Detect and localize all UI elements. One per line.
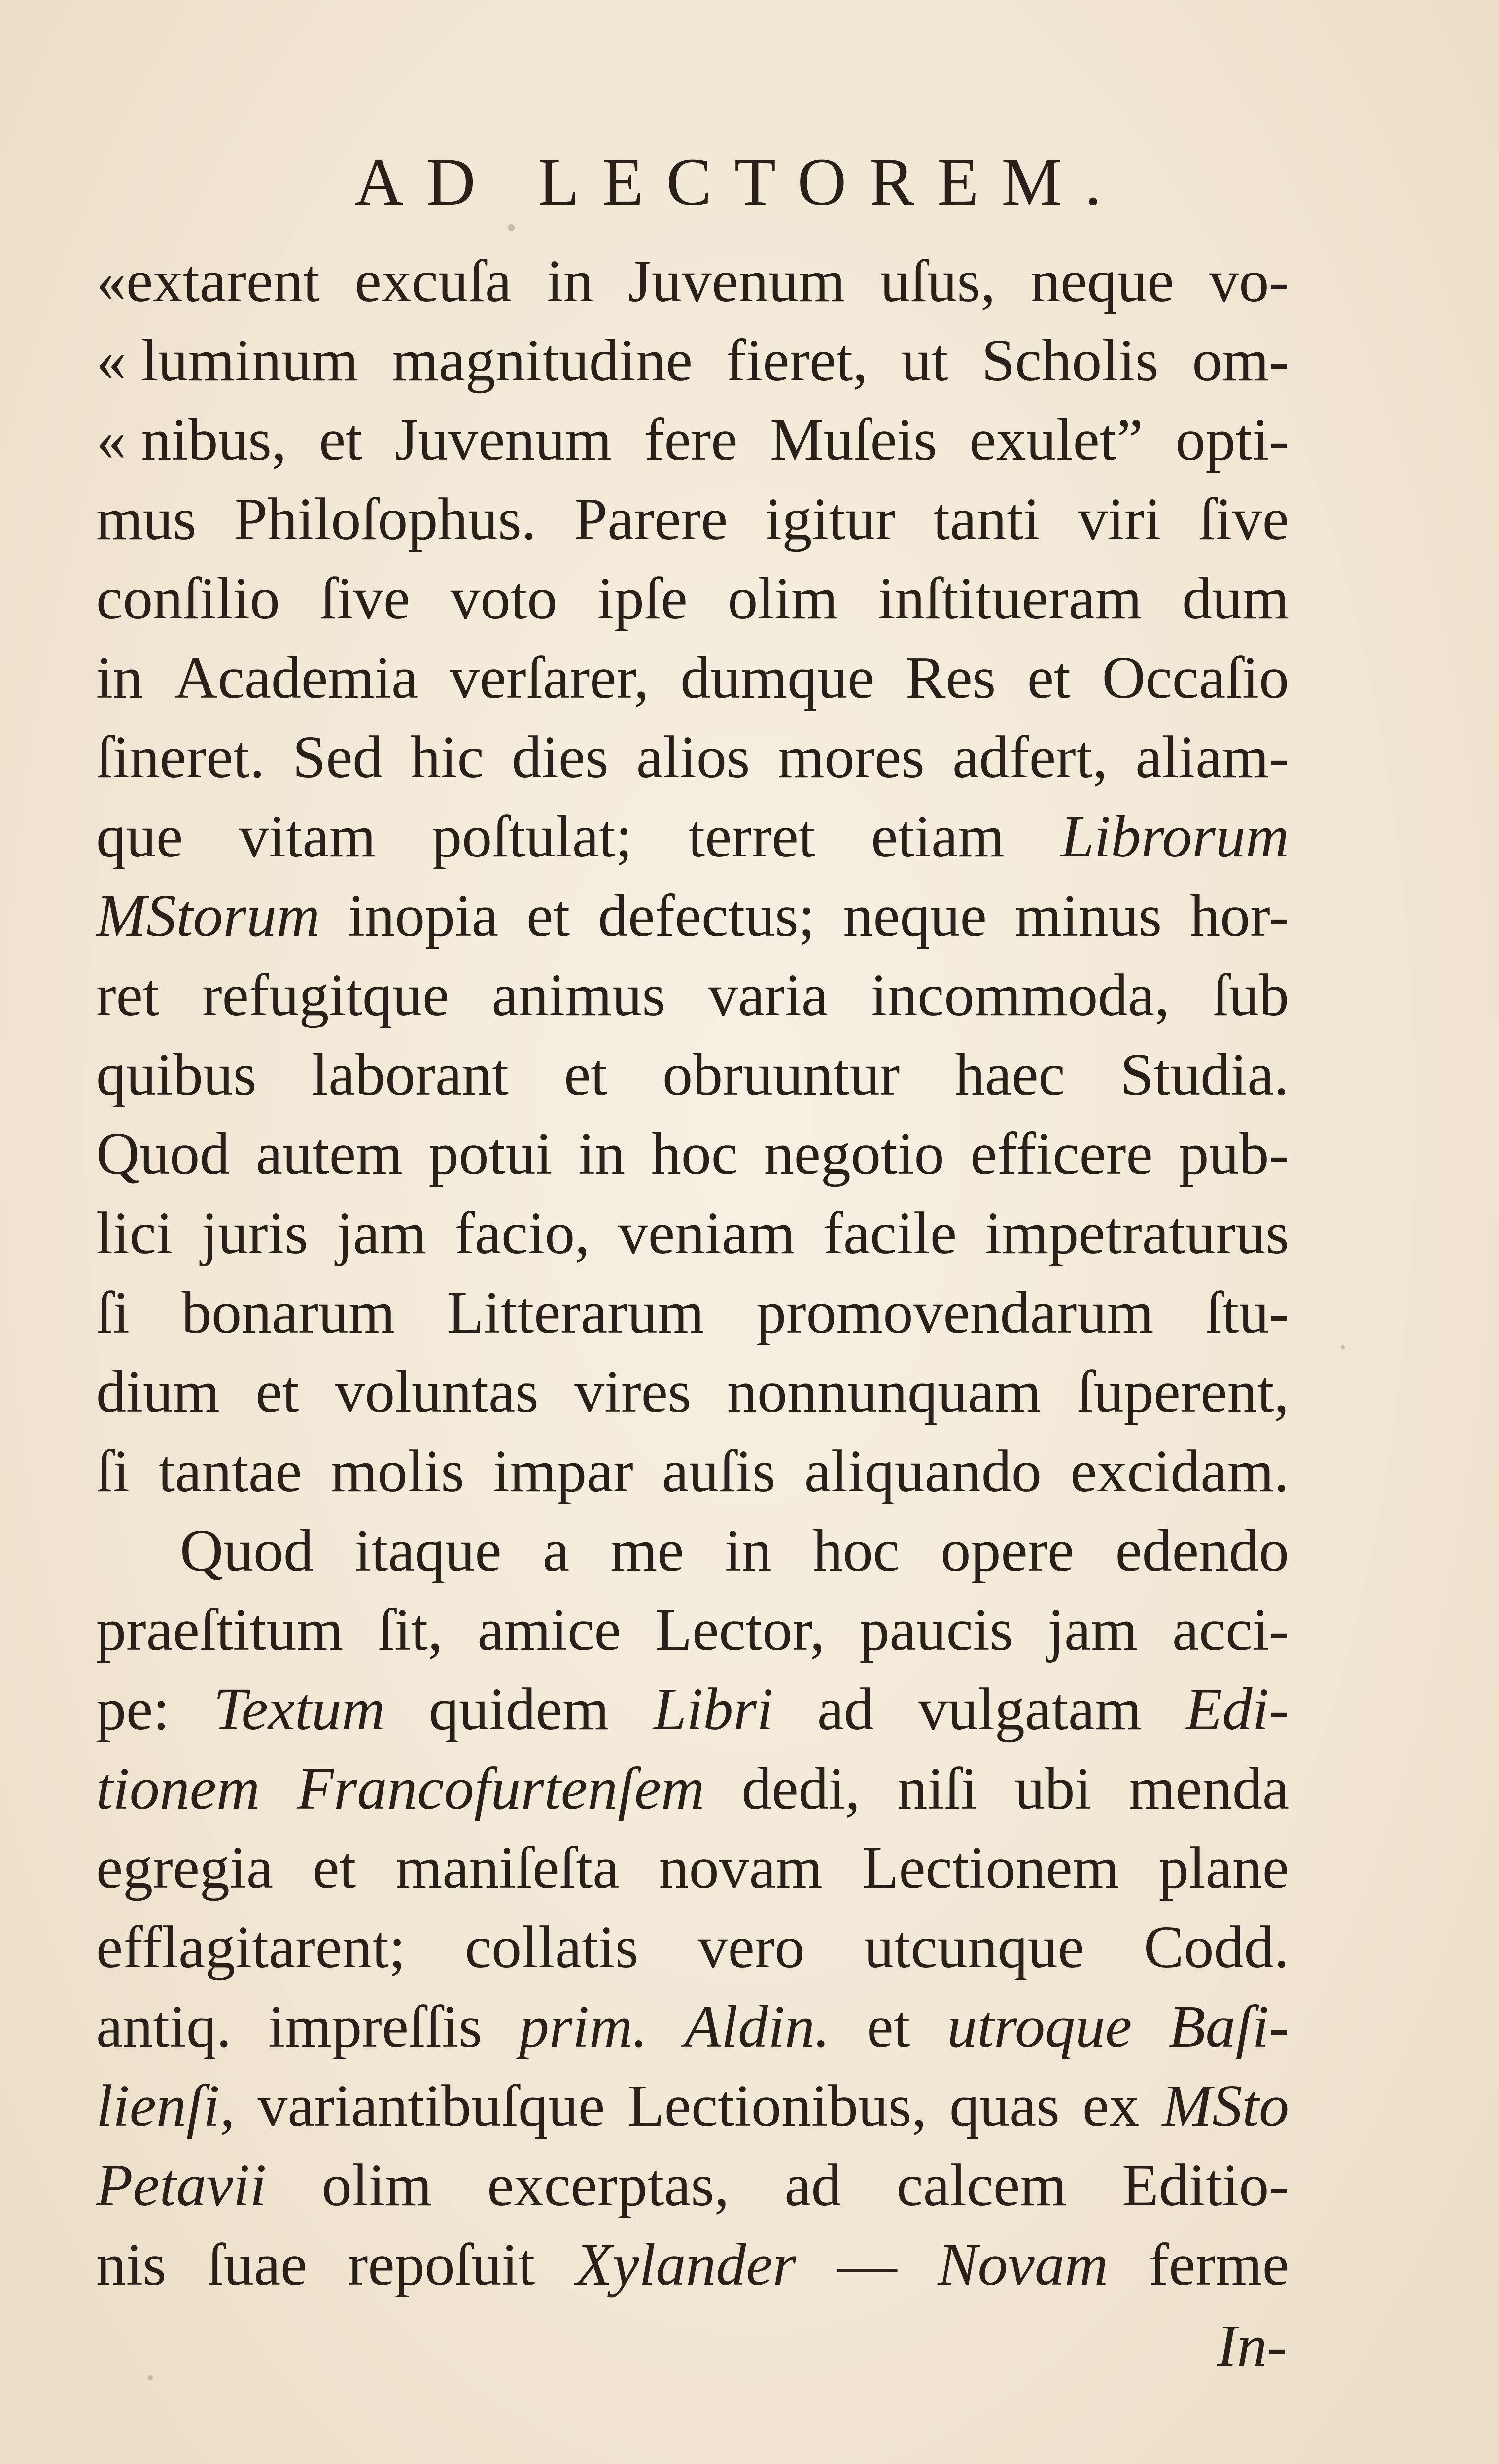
paper-speck — [508, 224, 515, 231]
word: efflagitarent; — [96, 1914, 406, 1981]
word: refugitque — [202, 962, 450, 1028]
word: voto — [450, 565, 558, 632]
word: dedi, — [741, 1755, 861, 1822]
word: Quod — [96, 1121, 230, 1187]
word: inopia — [348, 883, 499, 949]
word: Philoſophus. — [234, 486, 537, 552]
text-line — [96, 241, 1289, 321]
word: obruuntur — [662, 1041, 900, 1108]
word: nis — [96, 2231, 167, 2298]
word: efficere — [970, 1121, 1153, 1187]
word: opere — [941, 1517, 1075, 1584]
text-line — [96, 1670, 1289, 1749]
word: hoc — [812, 1517, 900, 1584]
text-line — [96, 638, 1289, 718]
word: Textum — [213, 1676, 385, 1743]
word: ſtu- — [1205, 1279, 1289, 1346]
word: hoc — [651, 1121, 738, 1187]
word: jam — [1047, 1597, 1138, 1663]
word: menda — [1128, 1755, 1289, 1822]
word: et — [867, 1993, 910, 2060]
paper-speck — [148, 2375, 153, 2380]
word: Academia — [174, 645, 418, 711]
word: in — [578, 1121, 626, 1187]
word: MSto — [1162, 2073, 1289, 2139]
word: poſtulat; — [432, 803, 632, 870]
word: ret — [96, 962, 160, 1028]
word: prim. — [519, 1993, 648, 2060]
body-text — [96, 241, 1289, 2304]
word: igitur — [765, 486, 896, 552]
text-line — [96, 876, 1289, 956]
word: paucis — [859, 1597, 1013, 1663]
word: impreſſis — [268, 1993, 483, 2060]
word: « nibus, — [96, 407, 287, 473]
word: olim — [321, 2152, 432, 2219]
text-line — [96, 1987, 1289, 2066]
word: veniam — [618, 1200, 795, 1266]
word: etiam — [871, 803, 1005, 870]
text-line — [96, 559, 1289, 638]
word: Juvenum — [394, 407, 612, 473]
word: plane — [1158, 1835, 1289, 1901]
word: variantibuſque — [257, 2073, 605, 2139]
word: adfert, — [952, 724, 1108, 790]
word: exulet” — [969, 407, 1143, 473]
word: dies — [512, 724, 609, 790]
word: tantae — [158, 1438, 302, 1505]
word: quas — [949, 2073, 1060, 2139]
word: incommoda, — [871, 962, 1170, 1028]
word: Novam — [938, 2231, 1108, 2298]
word: Petavii — [96, 2152, 267, 2219]
word: in — [725, 1517, 772, 1584]
text-line — [96, 1749, 1289, 1828]
word: uſus, — [880, 248, 996, 314]
word: in — [96, 645, 143, 711]
word: calcem — [896, 2152, 1067, 2219]
word: Res — [906, 645, 996, 711]
word: haec — [955, 1041, 1065, 1108]
word: fere — [644, 407, 738, 473]
word: fieret, — [726, 327, 868, 394]
word: ſub — [1212, 962, 1289, 1028]
word: ad — [817, 1676, 874, 1743]
word: utroque — [947, 1993, 1132, 2060]
word: hor- — [1190, 883, 1289, 949]
word: Francofurtenſem — [297, 1755, 705, 1822]
word: et — [526, 883, 570, 949]
word: Lectionibus, — [627, 2073, 927, 2139]
word: facile — [823, 1200, 957, 1266]
text-line — [96, 2225, 1289, 2304]
word: ad — [784, 2152, 841, 2219]
word: molis — [330, 1438, 464, 1505]
text-line — [96, 1828, 1289, 1908]
word: Quod — [180, 1517, 314, 1584]
word: aliquando — [804, 1438, 1042, 1505]
word: Muſeis — [770, 407, 937, 473]
word: varia — [708, 962, 829, 1028]
word: maniſeſta — [395, 1835, 620, 1901]
text-line — [96, 1035, 1289, 1114]
text-line — [96, 718, 1289, 797]
word: ſi — [96, 1438, 130, 1505]
word: et — [255, 1359, 299, 1425]
word: ſit, — [378, 1597, 443, 1663]
word: — — [837, 2231, 897, 2298]
paper-speck — [1341, 1345, 1345, 1349]
word: om- — [1192, 327, 1289, 394]
catchword: In- — [1217, 2313, 1287, 2379]
text-line — [96, 1511, 1289, 1590]
word: opti- — [1175, 407, 1289, 473]
word: ſuae — [207, 2231, 308, 2298]
word: vero — [697, 1914, 805, 1981]
word: Lectionem — [862, 1835, 1119, 1901]
word: quidem — [428, 1676, 609, 1743]
word: lici — [96, 1200, 173, 1266]
word: Baſi- — [1169, 1993, 1289, 2060]
word: magnitudine — [391, 327, 693, 394]
word: excuſa — [354, 248, 512, 314]
word: negotio — [764, 1121, 944, 1187]
word: defectus; — [598, 883, 815, 949]
word: niſi — [897, 1755, 978, 1822]
word: Xylander — [575, 2231, 797, 2298]
word: olim — [728, 565, 838, 632]
word: itaque — [354, 1517, 502, 1584]
text-line — [96, 2066, 1289, 2146]
word: que — [96, 803, 183, 870]
word: ſi — [96, 1279, 130, 1346]
word: auſis — [662, 1438, 776, 1505]
word: repoſuit — [348, 2231, 535, 2298]
word: promovendarum — [756, 1279, 1154, 1346]
word: Sed — [292, 724, 383, 790]
text-line — [96, 1273, 1289, 1352]
word: bonarum — [181, 1279, 395, 1346]
word: et — [1027, 645, 1071, 711]
word: ſive — [320, 565, 411, 632]
word: ſive — [1199, 486, 1289, 552]
word: MStorum — [96, 883, 320, 949]
word: facio, — [454, 1200, 590, 1266]
word: conſilio — [96, 565, 280, 632]
word: jam — [336, 1200, 427, 1266]
word: aliam- — [1135, 724, 1289, 790]
word: dumque — [680, 645, 874, 711]
text-line — [96, 2146, 1289, 2225]
word: Codd. — [1144, 1914, 1289, 1981]
word: terret — [688, 803, 815, 870]
word: Studia. — [1120, 1041, 1289, 1108]
word: Editio- — [1122, 2152, 1289, 2219]
text-line — [96, 1114, 1289, 1194]
word: vires — [574, 1359, 692, 1425]
text-line — [96, 797, 1289, 876]
word: neque — [1030, 248, 1174, 314]
word: neque — [843, 883, 987, 949]
word: praeſtitum — [96, 1597, 344, 1663]
word: mores — [777, 724, 925, 790]
word: Scholis — [981, 327, 1159, 394]
word: quibus — [96, 1041, 257, 1108]
word: viri — [1078, 486, 1161, 552]
word: voluntas — [335, 1359, 539, 1425]
text-line — [96, 1590, 1289, 1670]
word: pe: — [96, 1676, 170, 1743]
text-line — [96, 1432, 1289, 1511]
word: mus — [96, 486, 197, 552]
word: Libri — [653, 1676, 773, 1743]
word: ferme — [1149, 2231, 1289, 2298]
word: alios — [636, 724, 750, 790]
word: Edi- — [1185, 1676, 1289, 1743]
text-line — [96, 1352, 1289, 1432]
text-line — [96, 956, 1289, 1035]
word: autem — [255, 1121, 403, 1187]
text-line — [96, 400, 1289, 479]
word: ex — [1082, 2073, 1140, 2139]
word: Juvenum — [628, 248, 845, 314]
word: collatis — [465, 1914, 639, 1981]
word: dum — [1182, 565, 1289, 632]
word: hic — [410, 724, 484, 790]
word: laborant — [312, 1041, 509, 1108]
word: vo- — [1209, 248, 1289, 314]
word: et — [564, 1041, 608, 1108]
word: ut — [901, 327, 948, 394]
word: excerptas, — [487, 2152, 730, 2219]
word: pub- — [1179, 1121, 1289, 1187]
word: tionem — [96, 1755, 260, 1822]
word: antiq. — [96, 1993, 232, 2060]
text-line — [96, 321, 1289, 400]
word: tanti — [933, 486, 1040, 552]
word: utcunque — [864, 1914, 1084, 1981]
running-header: AD LECTOREM. — [354, 144, 1124, 219]
word: amice — [477, 1597, 621, 1663]
word: «extarent — [96, 248, 320, 314]
word: Occaſio — [1102, 645, 1289, 711]
word: ipſe — [597, 565, 688, 632]
word: Librorum — [1060, 803, 1289, 870]
word: me — [610, 1517, 684, 1584]
word: impar — [493, 1438, 633, 1505]
word: verſarer, — [449, 645, 649, 711]
word: et — [313, 1835, 356, 1901]
word: animus — [491, 962, 665, 1028]
word: Parere — [574, 486, 728, 552]
word: lienſi, — [96, 2073, 235, 2139]
word: « luminum — [96, 327, 359, 394]
word: Aldin. — [684, 1993, 830, 2060]
word: acci- — [1172, 1597, 1289, 1663]
word: novam — [659, 1835, 823, 1901]
word: potui — [428, 1121, 553, 1187]
word: impetraturus — [985, 1200, 1289, 1266]
word: ſineret. — [96, 724, 265, 790]
word: nonnunquam — [727, 1359, 1042, 1425]
word: vulgatam — [918, 1676, 1142, 1743]
word: vitam — [239, 803, 376, 870]
word: ſuperent, — [1077, 1359, 1289, 1425]
word: Litterarum — [447, 1279, 704, 1346]
text-line — [96, 1194, 1289, 1273]
word: ubi — [1014, 1755, 1092, 1822]
word: a — [542, 1517, 569, 1584]
text-line — [96, 1908, 1289, 1987]
word: dium — [96, 1359, 220, 1425]
word: minus — [1014, 883, 1162, 949]
text-line — [96, 479, 1289, 559]
word: et — [319, 407, 363, 473]
word: excidam. — [1070, 1438, 1289, 1505]
word: in — [546, 248, 593, 314]
word: egregia — [96, 1835, 273, 1901]
word: inſtitueram — [878, 565, 1142, 632]
word: juris — [201, 1200, 308, 1266]
word: edendo — [1115, 1517, 1289, 1584]
word: Lector, — [655, 1597, 825, 1663]
